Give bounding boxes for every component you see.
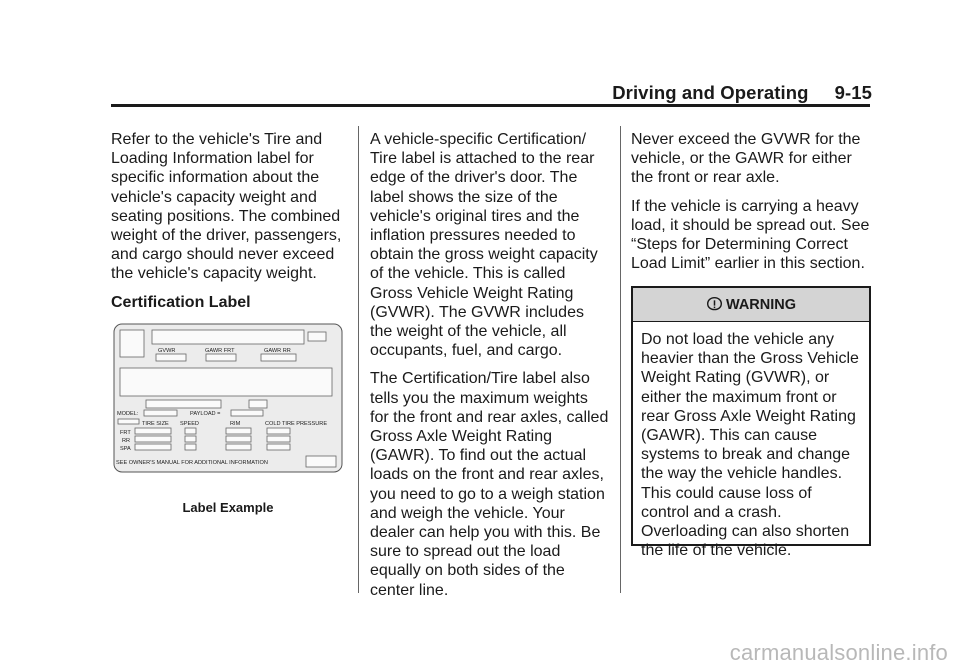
cold-tire-pressure-text: COLD TIRE PRESSURE [265, 421, 328, 427]
see-manual-text: SEE OWNER'S MANUAL FOR ADDITIONAL INFORMATION [116, 460, 268, 466]
column-divider [358, 126, 359, 593]
frt-text: FRT [120, 430, 131, 436]
gawr-rr-text: GAWR RR [264, 348, 291, 354]
label-example-figure [113, 323, 343, 473]
chapter-title: Driving and Operating [612, 82, 809, 103]
column-1 [111, 130, 351, 321]
certification-paragraph: A vehicle-specific Certification/ Tire label is attached to the rear edge of the driver's door. The label shows the size of the vehicle's original tires and the inflation pressures needed to obtain the gross weight capacity of the vehicle. This is called Gross Vehicle Weight Rating (GVWR). The GVWR includes the weight of the vehicle, all occupants, fuel, and cargo. [370, 131, 598, 360]
warning-header [633, 288, 869, 322]
certification-label-illustration [113, 323, 343, 473]
page-header [612, 82, 872, 104]
spa-text: SPA [120, 446, 131, 452]
column-2 [370, 130, 610, 609]
gawr-frt-text: GAWR FRT [205, 348, 235, 354]
warning-text: Do not load the vehicle any heavier than the Gross Vehicle Weight Rating (GVWR), or either the maximum front or rear Gross Axle Weight Rating (GAWR). This can cause systems to break and change the way the vehicle handles. This could cause loss of control and a crash. Overloading can also shorten the life of the vehicle. [641, 331, 859, 560]
model-text: MODEL: [117, 411, 139, 417]
payload-text: PAYLOAD = [190, 411, 221, 417]
watermark: carmanualsonline.info [729, 640, 948, 665]
speed-text: SPEED [180, 421, 199, 427]
tire-size-text: TIRE SIZE [142, 421, 169, 427]
heavy-load-paragraph: If the vehicle is carrying a heavy load, it should be spread out. See “Steps for Determining Correct Load Limit” earlier in this section. [631, 197, 870, 273]
warning-box [631, 286, 871, 560]
rim-text: RIM [230, 421, 241, 427]
figure-caption: Label Example [182, 500, 274, 515]
warning-title: WARNING [725, 296, 797, 313]
column-3 [631, 130, 871, 282]
column-divider [620, 126, 621, 593]
page-number: 9-15 [834, 82, 872, 103]
gvwr-limit-paragraph: Never exceed the GVWR for the vehicle, or the GAWR for either the front or rear axle. [631, 131, 861, 187]
certification-label-heading: Certification Label [111, 293, 251, 311]
gvwr-text: GVWR [158, 348, 176, 354]
gawr-paragraph: The Certification/Tire label also tells you the maximum weights for the front and rear axles, called Gross Axle Weight Rating (GAWR). To find out the actual loads on the front and rear axles, you need to go to a weigh station and weigh the vehicle. Your dealer can help you with this. Be sure to spread out the load equally on both sides of the center line. [370, 370, 609, 599]
header-rule [111, 104, 870, 107]
intro-paragraph: Refer to the vehicle's Tire and Loading Information label for specific information about the vehicle's capacity weight and seating positions. The combined weight of the driver, passengers, and cargo should never exceed the vehicle's capacity weight. [111, 131, 342, 283]
warning-icon [706, 296, 723, 313]
rr-text: RR [122, 438, 131, 444]
